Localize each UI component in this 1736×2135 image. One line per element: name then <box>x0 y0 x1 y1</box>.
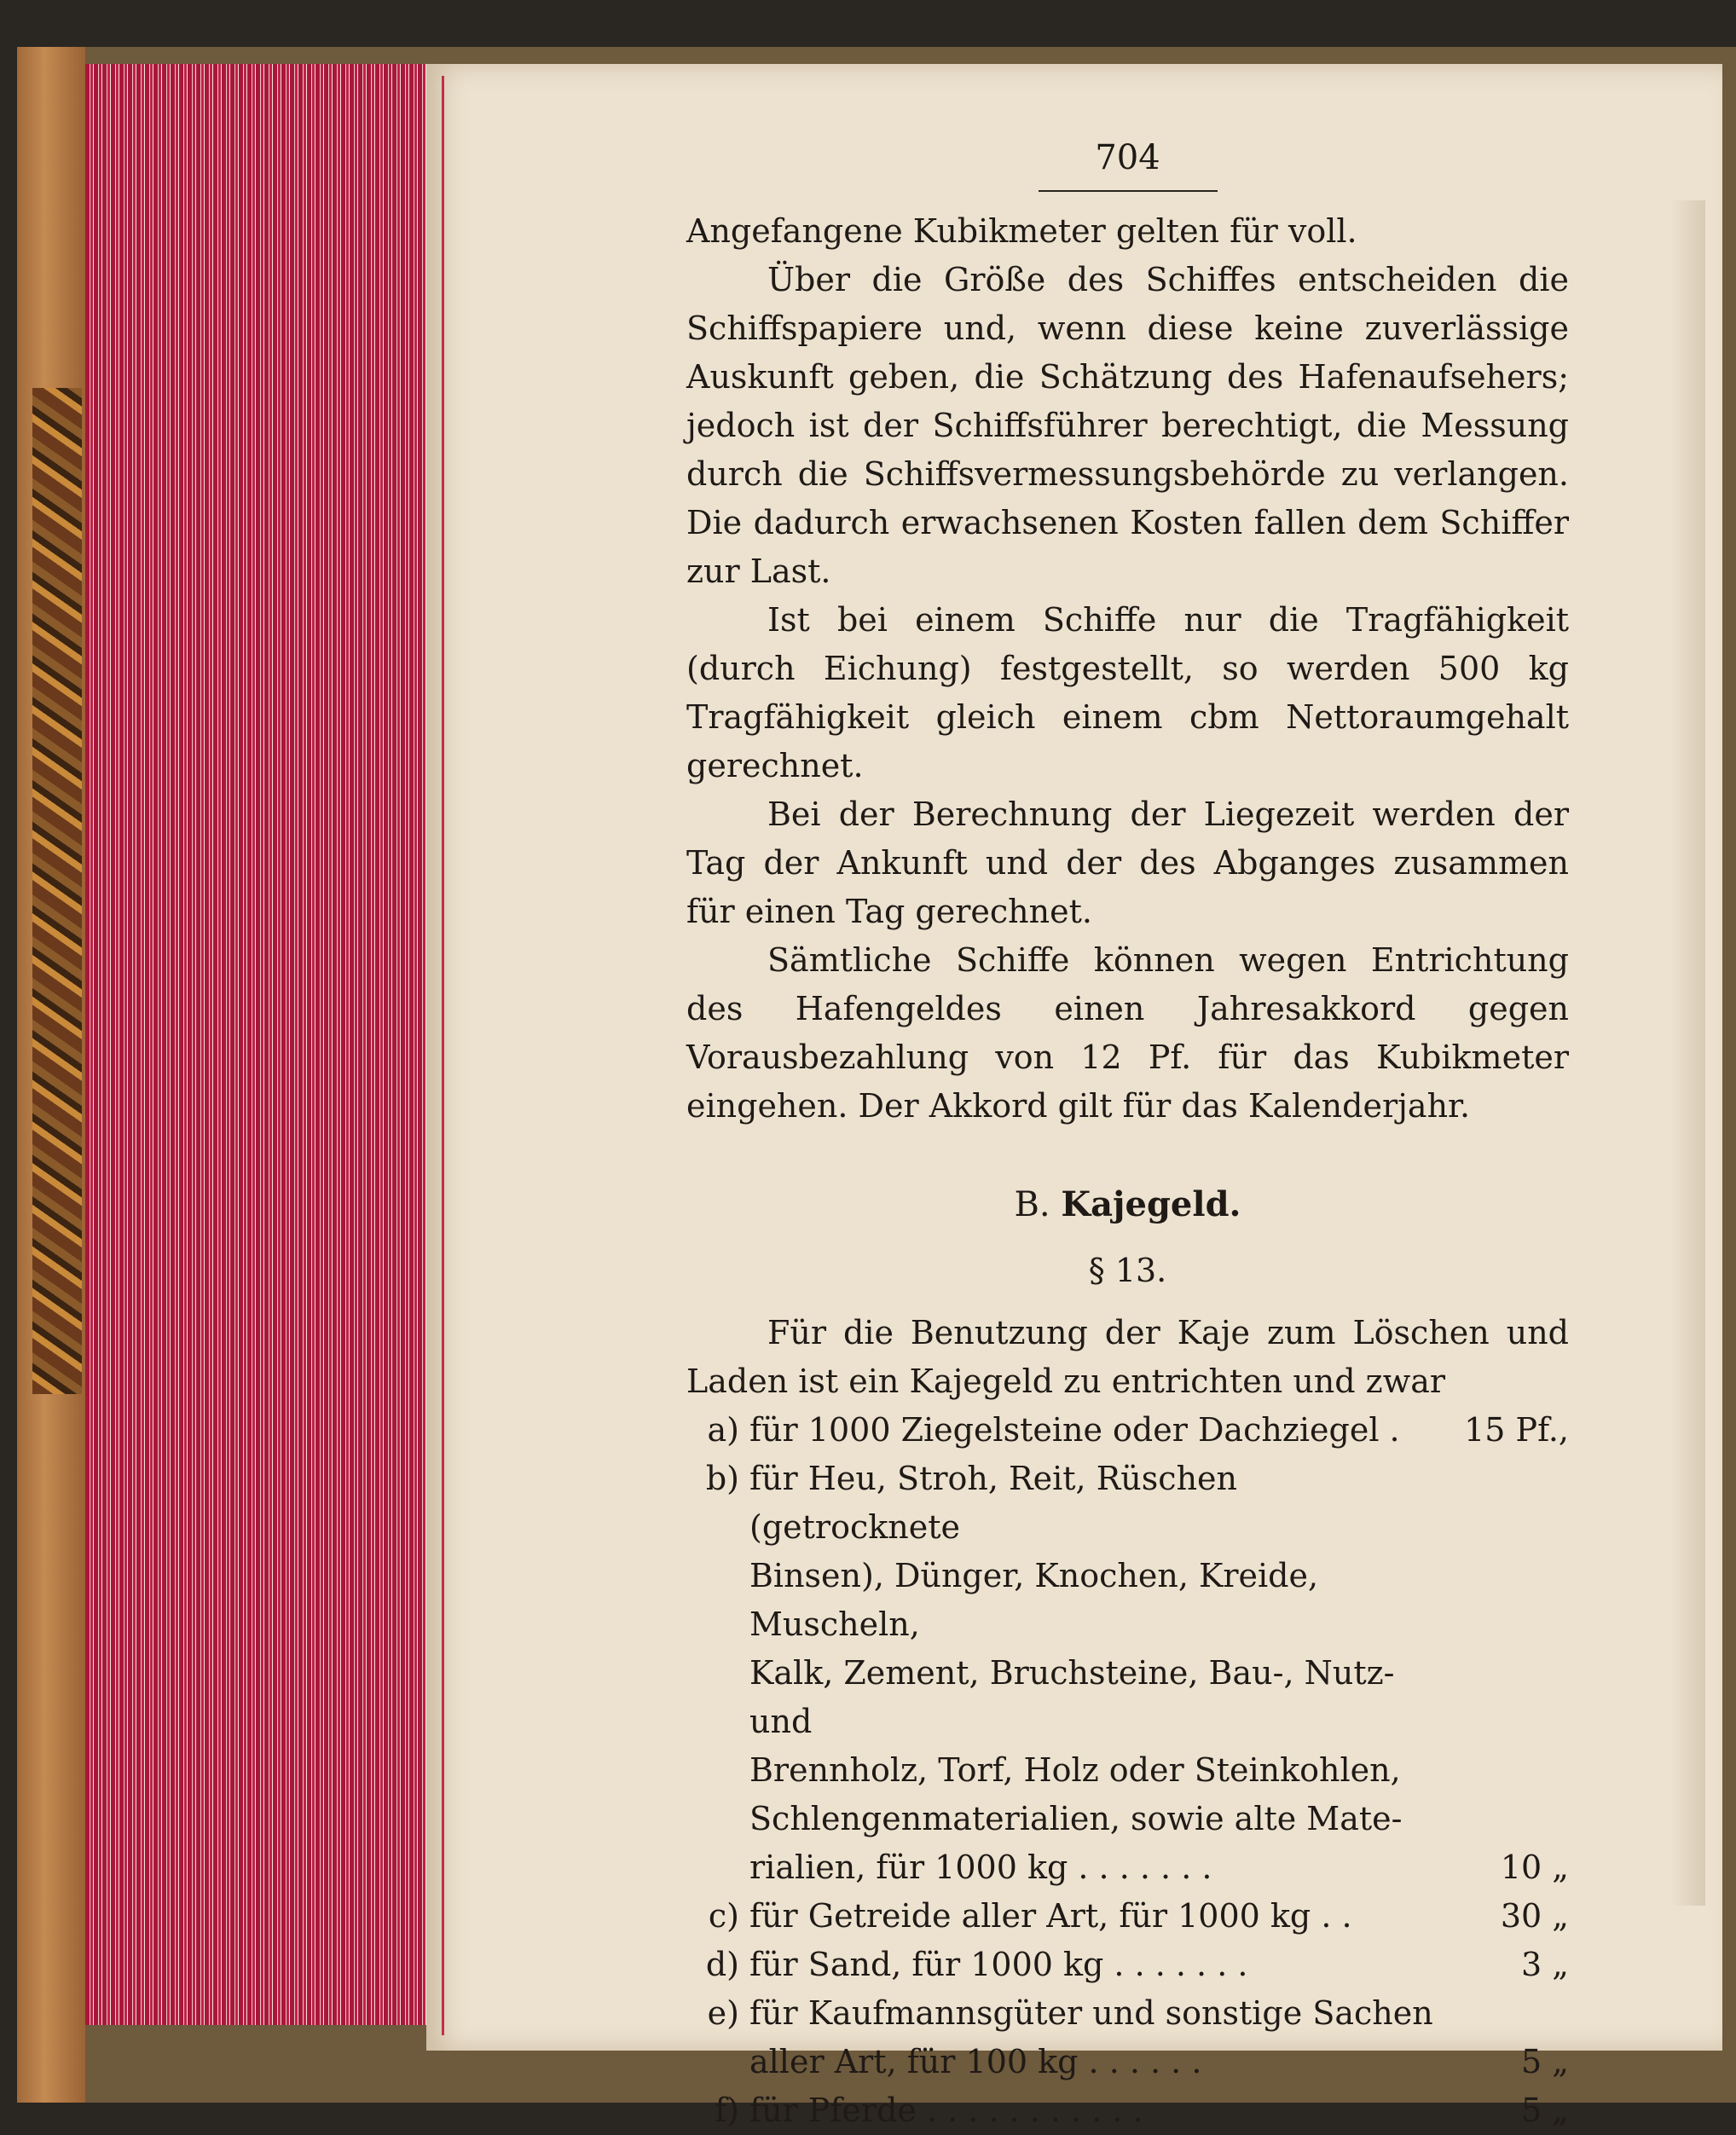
tariff-item: für Getreide aller Art, für 1000 kg . . <box>749 1897 1352 1935</box>
section-heading <box>686 1180 1569 1230</box>
section-letter: B. <box>1014 1185 1050 1224</box>
paragraph: Angefangene Kubikmeter gelten für voll. <box>686 212 1357 250</box>
marbled-cover <box>32 388 82 1394</box>
tariff-row-continuation <box>686 1843 1569 1892</box>
paragraph: Bei der Berechnung der Liegezeit werden der Tag der Ankunft und der des Abganges zusammen für einen Tag gerechnet. <box>686 796 1569 930</box>
page-number: 704 <box>1095 138 1160 177</box>
tariff-price: 5 „ <box>1521 2092 1569 2129</box>
page <box>426 64 1722 2129</box>
tariff-intro: Für die Benutzung der Kaje zum Löschen und Laden ist ein Kajegeld zu entrichten und zwar <box>686 1314 1569 1400</box>
tariff-row-continuation <box>686 1649 1569 1746</box>
section-title: Kajegeld. <box>1061 1184 1241 1224</box>
tariff-row <box>686 1892 1569 1941</box>
tariff-item: Binsen), Dünger, Knochen, Kreide, Muscheln, <box>749 1557 1319 1643</box>
tariff-price: 15 Pf., <box>1464 1411 1569 1449</box>
tariff-item: rialien, für 1000 kg . . . . . . . <box>749 1849 1212 1886</box>
tariff-item: aller Art, für 100 kg . . . . . . <box>749 2043 1202 2080</box>
tariff-item: Kalk, Zement, Bruchsteine, Bau-, Nutz- und <box>749 1654 1395 1740</box>
tariff-letter: c) <box>708 1897 739 1935</box>
tariff-price: 3 „ <box>1521 1946 1569 1983</box>
tariff-list <box>686 1406 1569 2135</box>
tariff-row <box>686 1455 1569 1552</box>
paragraph: Ist bei einem Schiffe nur die Tragfähigkeit (durch Eichung) festgestellt, so werden 500 kg Tragfähigkeit gleich einem cbm Nettoraumgehalt gerechnet. <box>686 601 1569 784</box>
red-page-edges <box>85 64 443 2025</box>
tariff-item: für 1000 Ziegelsteine oder Dachziegel . <box>749 1411 1400 1449</box>
tariff-price: 30 „ <box>1500 1897 1569 1935</box>
tariff-row-continuation <box>686 1552 1569 1649</box>
paragraph-sign: § 13. <box>1088 1252 1167 1289</box>
tariff-row <box>686 1941 1569 1989</box>
tariff-row-continuation <box>686 1795 1569 1843</box>
header-rule <box>1039 190 1218 192</box>
paragraph: Über die Größe des Schiffes entscheiden die Schiffspapiere und, wenn diese keine zuverlässige Auskunft geben, die Schätzung des Hafenaufsehers; jedoch ist der Schiffsführer berechtigt, die Messung durch die Schiffsvermessungsbehörde zu verlangen. Die dadurch erwachsenen Kosten fallen dem Schiffer zur Last. <box>686 261 1569 590</box>
show-through-shadow <box>1671 200 1705 1906</box>
tariff-item: für Sand, für 1000 kg . . . . . . . <box>749 1946 1248 1983</box>
tariff-letter: f) <box>715 2092 739 2129</box>
tariff-letter: d) <box>705 1946 739 1983</box>
tariff-row-continuation <box>686 1746 1569 1795</box>
tariff-letter: e) <box>707 1994 739 2032</box>
tariff-item: für Pferde . . . . . . . . . . . <box>749 2092 1143 2129</box>
tariff-letter: a) <box>707 1411 739 1449</box>
tariff-row-continuation <box>686 2038 1569 2086</box>
tariff-row <box>686 1989 1569 2038</box>
tariff-row <box>686 2086 1569 2135</box>
tariff-item: Brennholz, Torf, Holz oder Steinkohlen, <box>749 1751 1401 1789</box>
paragraph: Sämtliche Schiffe können wegen Entrichtung des Hafengeldes einen Jahresakkord gegen Vorausbezahlung von 12 Pf. für das Kubikmeter eingehen. Der Akkord gilt für das Kalenderjahr. <box>686 941 1569 1125</box>
tariff-row <box>686 1406 1569 1455</box>
tariff-item: Schlengenmaterialien, sowie alte Mate- <box>749 1800 1403 1837</box>
tariff-price: 10 „ <box>1500 1849 1569 1886</box>
tariff-item: für Kaufmannsgüter und sonstige Sachen <box>749 1994 1433 2032</box>
tariff-price: 5 „ <box>1521 2043 1569 2080</box>
book <box>17 47 1736 2129</box>
tariff-letter: b) <box>705 1460 739 1497</box>
tariff-item: für Heu, Stroh, Reit, Rüschen (getrocknete <box>749 1460 1238 1546</box>
page-text <box>686 132 1569 2135</box>
